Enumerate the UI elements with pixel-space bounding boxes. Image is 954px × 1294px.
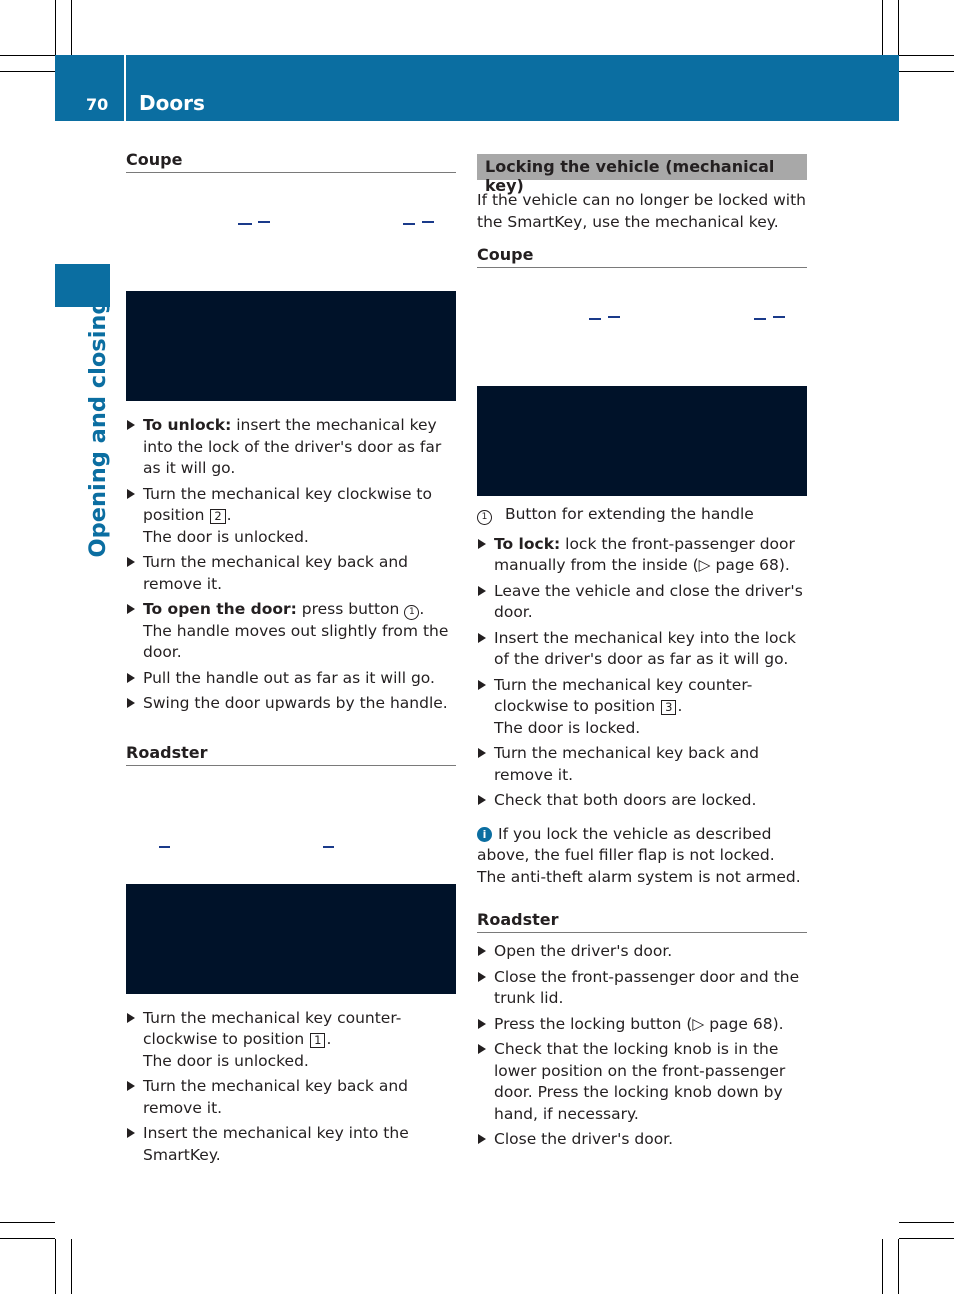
crop-mark: [71, 1239, 72, 1294]
info-note: [477, 824, 807, 889]
step-bullet-icon: [478, 633, 486, 643]
illustration-mark: [608, 316, 620, 318]
illustration-mark: [258, 221, 270, 223]
step-text: Insert the mechanical key into the SmartKey.: [143, 1124, 409, 1164]
step-result: The door is unlocked.: [143, 527, 309, 546]
position-marker: 2: [210, 509, 225, 524]
crop-mark: [55, 1239, 56, 1294]
step-punctuation: .: [226, 506, 232, 524]
step-punctuation: .: [326, 1030, 332, 1048]
instruction-step: [477, 1039, 807, 1125]
position-marker: 3: [661, 700, 676, 715]
step-bullet-icon: [478, 680, 486, 690]
crop-mark: [898, 1239, 899, 1294]
step-text: Open the driver's door.: [494, 942, 673, 960]
step-bullet-icon: [478, 586, 486, 596]
crop-mark: [55, 0, 56, 55]
step-text: Close the front-passenger door and the trunk lid.: [494, 967, 800, 1007]
illustration-mark: [323, 846, 334, 848]
instruction-step: [477, 1014, 807, 1036]
step-text: Turn the mechanical key clockwise to position: [143, 484, 432, 524]
instruction-step: [126, 1008, 456, 1073]
step-bullet-icon: [127, 557, 135, 567]
crop-mark: [0, 1238, 55, 1239]
instruction-step: [477, 581, 807, 624]
instruction-step: [126, 1076, 456, 1119]
section-title: Doors: [139, 91, 205, 115]
step-text: Check that both doors are locked.: [494, 791, 757, 809]
crop-mark: [899, 71, 954, 72]
step-text: Turn the mechanical key back and remove it.: [494, 744, 759, 784]
step-text: Pull the handle out as far as it will go.: [143, 668, 435, 687]
roadster-unlock-steps: [126, 1008, 456, 1167]
coupe-unlock-illustration: [126, 173, 456, 291]
instruction-step: [126, 415, 456, 480]
illustration-mark: [773, 316, 785, 318]
instruction-step: [477, 941, 807, 963]
instruction-step: [477, 534, 807, 577]
step-lead: To open the door:: [143, 600, 297, 618]
crop-mark: [0, 71, 55, 72]
instruction-step: [126, 552, 456, 595]
side-chapter-label: Opening and closing: [85, 298, 111, 558]
instruction-step: [477, 743, 807, 786]
step-bullet-icon: [127, 673, 135, 683]
step-punctuation: .: [419, 600, 425, 618]
coupe-lock-steps: [477, 534, 807, 812]
roadster-unlock-image: [126, 884, 456, 994]
step-text: Swing the door upwards by the handle.: [143, 694, 448, 712]
step-text: Close the driver's door.: [494, 1130, 674, 1148]
crop-mark: [899, 55, 954, 56]
step-text: Insert the mechanical key into the lock of the driver's door as far as it will go.: [494, 628, 796, 668]
step-bullet-icon: [127, 698, 135, 708]
step-bullet-icon: [127, 604, 135, 614]
instruction-step: [477, 628, 807, 671]
crop-mark: [71, 0, 72, 55]
illustration-mark: [159, 846, 170, 848]
step-text: Turn the mechanical key back and remove it.: [143, 1077, 408, 1117]
step-text: Press the locking button (▷ page 68).: [494, 1014, 784, 1033]
roadster-heading: Roadster: [477, 910, 807, 933]
step-text: Turn the mechanical key counter-clockwise to position: [494, 675, 753, 715]
step-bullet-icon: [127, 420, 135, 430]
position-marker: 1: [310, 1033, 325, 1048]
illustration-mark: [754, 318, 766, 320]
left-column: [126, 150, 456, 1170]
coupe-unlock-steps: [126, 415, 456, 715]
crop-mark: [899, 1222, 954, 1223]
step-text: Leave the vehicle and close the driver's door.: [494, 581, 803, 621]
instruction-step: [477, 790, 807, 812]
crop-mark: [0, 55, 55, 56]
info-text: If you lock the vehicle as described above, the fuel filler flap is not locked. The anti-theft alarm system is not armed.: [477, 824, 801, 886]
step-lead: To unlock:: [143, 416, 232, 434]
crop-mark: [899, 1238, 954, 1239]
instruction-step: [477, 967, 807, 1010]
roadster-lock-steps: [477, 941, 807, 1151]
locking-heading: Locking the vehicle (mechanical key): [477, 154, 807, 180]
instruction-step: [126, 484, 456, 549]
step-bullet-icon: [478, 972, 486, 982]
step-result: The door is unlocked.: [143, 1051, 309, 1070]
step-result: The handle moves out slightly from the door.: [143, 621, 449, 661]
instruction-step: [477, 675, 807, 740]
step-bullet-icon: [478, 795, 486, 805]
instruction-step: [126, 668, 456, 690]
crop-mark: [0, 1222, 55, 1223]
crop-mark: [882, 1239, 883, 1294]
step-text: Check that the locking knob is in the lower position on the front-passenger door. Press the locking knob down by hand, if necessary.: [494, 1040, 786, 1123]
step-text: lock the front-passenger door manually from the inside (▷ page 68).: [494, 534, 795, 574]
step-text: Turn the mechanical key counter-clockwise to position: [143, 1008, 402, 1048]
illustration-mark: [422, 221, 434, 223]
step-punctuation: .: [677, 697, 683, 715]
step-bullet-icon: [478, 946, 486, 956]
instruction-step: [126, 1123, 456, 1166]
crop-mark: [882, 0, 883, 55]
coupe-heading: Coupe: [477, 245, 807, 268]
info-icon: i: [477, 827, 492, 842]
illustration-mark: [403, 223, 415, 225]
step-text: Turn the mechanical key back and remove it.: [143, 553, 408, 593]
locking-intro: If the vehicle can no longer be locked with the SmartKey, use the mechanical key.: [477, 191, 806, 231]
step-bullet-icon: [478, 1044, 486, 1054]
step-bullet-icon: [478, 1134, 486, 1144]
step-bullet-icon: [127, 1081, 135, 1091]
right-column: [477, 150, 807, 1155]
header-separator: [124, 55, 126, 121]
roadster-unlock-illustration: [126, 766, 456, 884]
coupe-lock-illustration: [477, 268, 807, 386]
step-bullet-icon: [478, 1019, 486, 1029]
legend-marker: 1: [477, 510, 492, 525]
figure-legend: [477, 504, 807, 526]
legend-text: Button for extending the handle: [504, 505, 754, 523]
illustration-mark: [589, 318, 601, 320]
coupe-lock-image: [477, 386, 807, 496]
coupe-heading: Coupe: [126, 150, 456, 173]
instruction-step: [477, 1129, 807, 1151]
step-bullet-icon: [478, 539, 486, 549]
instruction-step: [126, 599, 456, 664]
step-bullet-icon: [127, 489, 135, 499]
page-number: 70: [86, 95, 109, 114]
callout-marker: 1: [404, 605, 419, 620]
crop-mark: [898, 0, 899, 55]
illustration-mark: [238, 223, 252, 225]
coupe-unlock-image: [126, 291, 456, 401]
step-bullet-icon: [127, 1013, 135, 1023]
step-text: press button: [296, 600, 405, 618]
step-text: insert the mechanical key into the lock of the driver's door as far as it will go.: [143, 416, 442, 477]
step-bullet-icon: [478, 748, 486, 758]
step-bullet-icon: [127, 1128, 135, 1138]
step-lead: To lock:: [494, 534, 561, 553]
instruction-step: [126, 693, 456, 715]
step-result: The door is locked.: [494, 718, 641, 737]
roadster-heading: Roadster: [126, 743, 456, 766]
